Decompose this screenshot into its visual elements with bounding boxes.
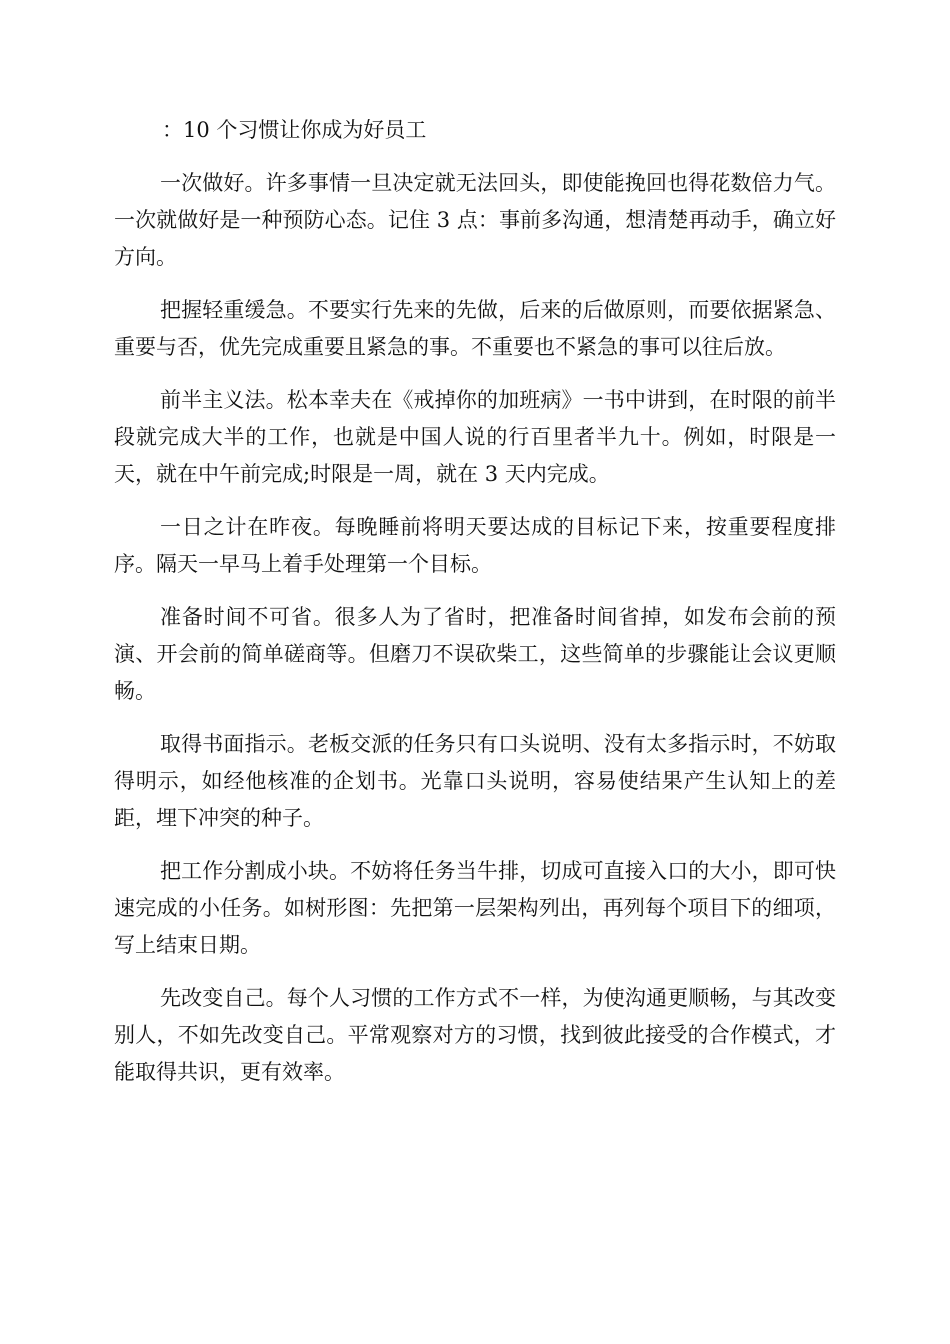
paragraph-2: 把握轻重缓急。不要实行先来的先做，后来的后做原则，而要依据紧急、重要与否，优先完成重要且紧急的事。不重要也不紧急的事可以往后放。	[114, 298, 836, 359]
document-title: ：10 个习惯让你成为好员工	[162, 118, 427, 142]
paragraph-1: 一次做好。许多事情一旦决定就无法回头，即使能挽回也得花数倍力气。一次就做好是一种预防心态。记住 3 点：事前多沟通，想清楚再动手，确立好方向。	[114, 171, 836, 269]
paragraph-5: 准备时间不可省。很多人为了省时，把准备时间省掉，如发布会前的预演、开会前的简单磋商等。但磨刀不误砍柴工，这些简单的步骤能让会议更顺畅。	[114, 605, 836, 703]
paragraph-6: 取得书面指示。老板交派的任务只有口头说明、没有太多指示时，不妨取得明示，如经他核准的企划书。光靠口头说明，容易使结果产生认知上的差距，埋下冲突的种子。	[114, 732, 836, 830]
paragraph-4: 一日之计在昨夜。每晚睡前将明天要达成的目标记下来，按重要程度排序。隔天一早马上着手处理第一个目标。	[114, 515, 836, 576]
paragraph-8: 先改变自己。每个人习惯的工作方式不一样，为使沟通更顺畅，与其改变别人，不如先改变自己。平常观察对方的习惯，找到彼此接受的合作模式，才能取得共识，更有效率。	[114, 986, 836, 1084]
document-body	[114, 112, 836, 1107]
paragraph-3: 前半主义法。松本幸夫在《戒掉你的加班病》一书中讲到，在时限的前半段就完成大半的工作，也就是中国人说的行百里者半九十。例如，时限是一天，就在中午前完成;时限是一周，就在 3 天内完成。	[114, 388, 836, 486]
paragraph-7: 把工作分割成小块。不妨将任务当牛排，切成可直接入口的大小，即可快速完成的小任务。如树形图：先把第一层架构列出，再列每个项目下的细项，写上结束日期。	[114, 859, 836, 957]
